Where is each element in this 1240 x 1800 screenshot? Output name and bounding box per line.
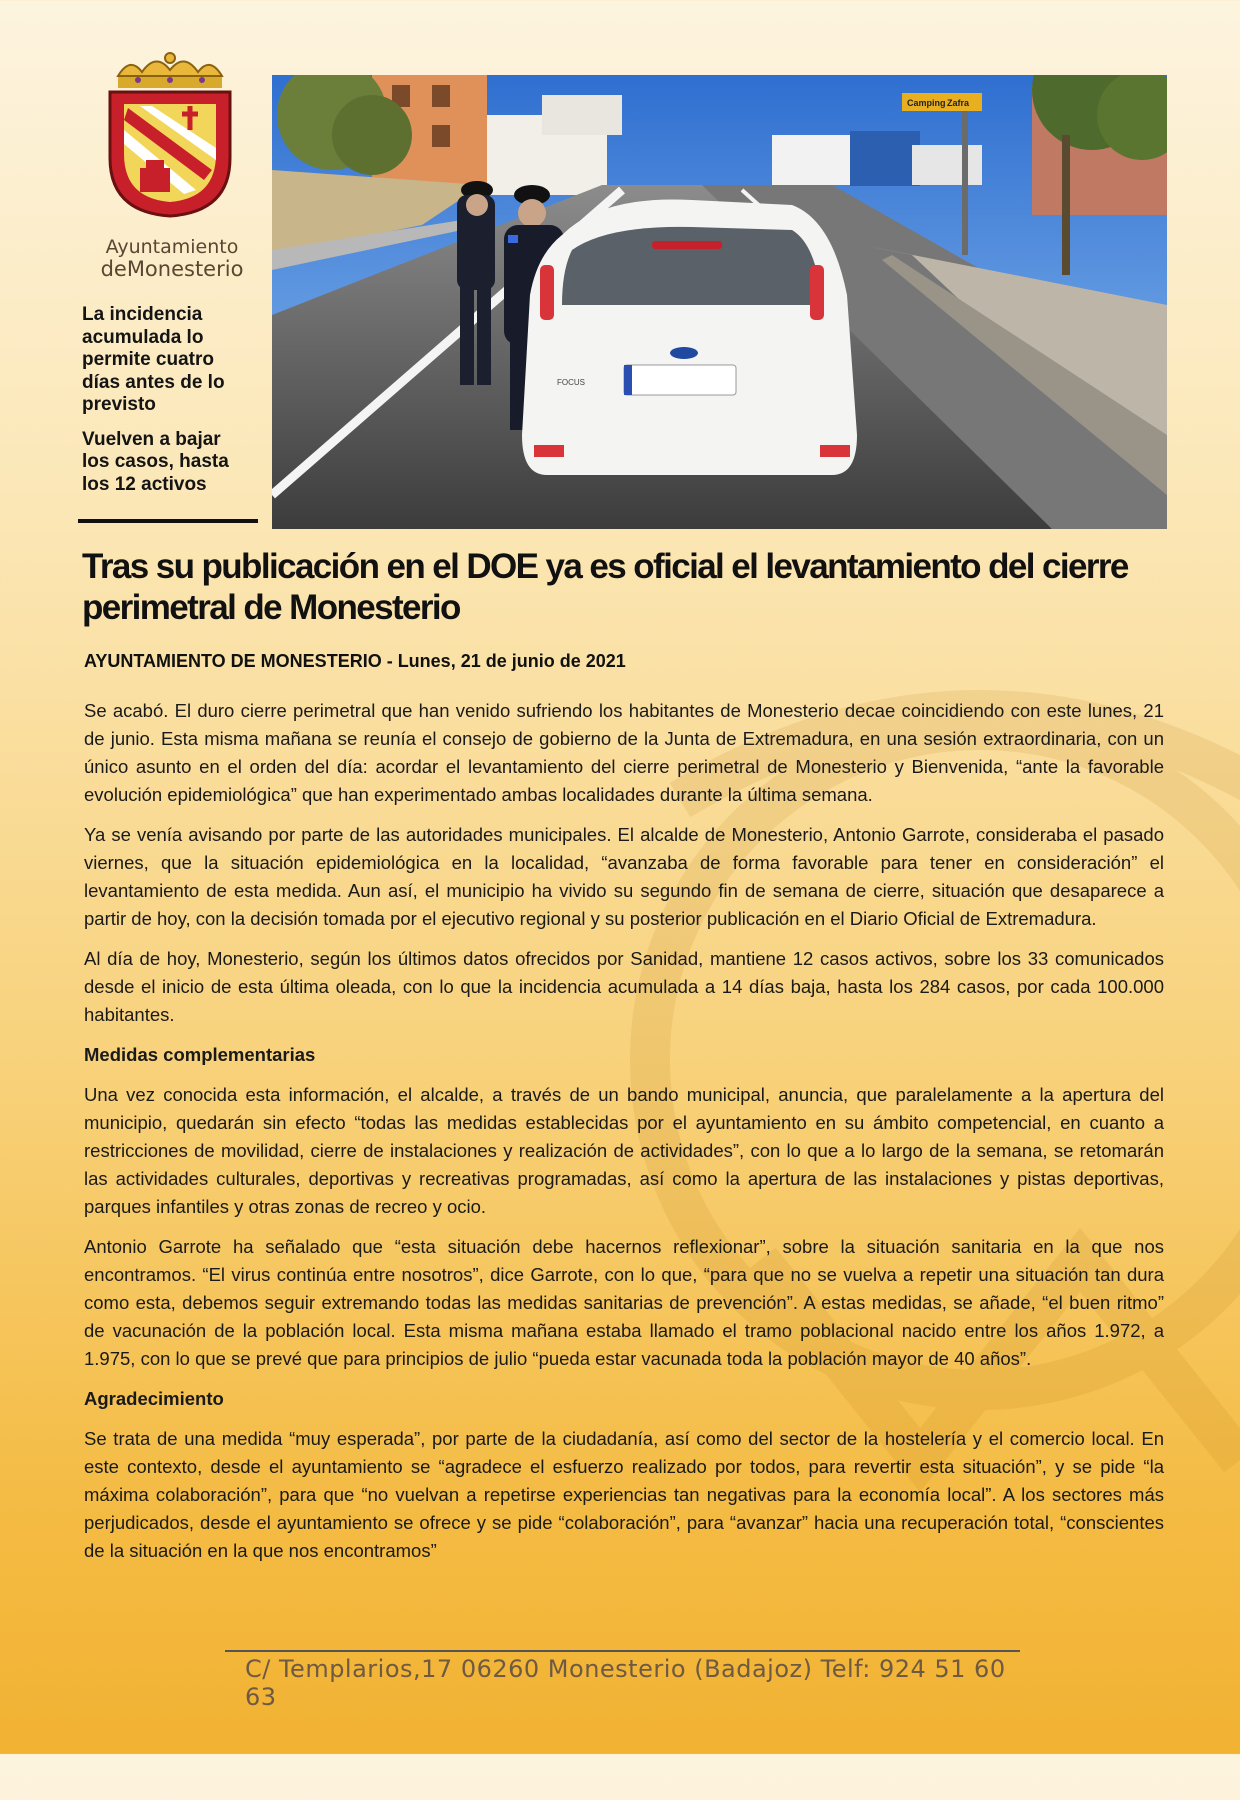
organization-name bbox=[92, 236, 252, 280]
sidebar-highlights bbox=[82, 304, 252, 508]
article-headline: Tras su publicación en el DOE ya es oficial el levantamiento del cierre perimetral de Monesterio bbox=[82, 547, 1128, 627]
article-byline: AYUNTAMIENTO DE MONESTERIO - Lunes, 21 de junio de 2021 bbox=[84, 651, 626, 671]
car-model-badge: FOCUS bbox=[557, 378, 585, 387]
article-paragraph: Se trata de una medida “muy esperada”, por parte de la ciudadanía, así como del sector de la hostelería y el comercio local. En este contexto, desde el ayuntamiento se “agradece el esfuerzo realizado por todos, para revertir esta situación”, y se pide “la máxima colaboración”, para que “no vuelvan a repetirse experiencias tan negativas para la economía local”. A los sectores más perjudicados, desde el ayuntamiento se ofrece y se pide “colaboración”, para “avanzar” hacia una recuperación total, “conscientes de la situación en la que nos encontramos” bbox=[84, 1428, 1164, 1561]
sidebar-highlight: Vuelven a bajar los casos, hasta los 12 activos bbox=[82, 428, 229, 495]
road-sign-text-1: Camping bbox=[907, 98, 946, 108]
road-sign-text-2: Zafra bbox=[947, 98, 970, 108]
article-body bbox=[84, 697, 1164, 1577]
coat-of-arms-logo bbox=[100, 50, 240, 220]
footer-divider bbox=[225, 1650, 1020, 1652]
organization-name-line2: deMonesterio bbox=[100, 257, 244, 281]
article-photo bbox=[272, 75, 1167, 529]
article-paragraph: Ya se venía avisando por parte de las autoridades municipales. El alcalde de Monesterio, Antonio Garrote, consideraba el pasado viernes, que la situación epidemiológica en la localidad, “avanzaba de forma favorable para tener en consideración” el levantamiento de esta medida. Aun así, el municipio ha vivido su segundo fin de semana de cierre, situación que desaparece a partir de hoy, con la decisión tomada por el ejecutivo regional y su posterior publicación en el Diario Oficial de Extremadura. bbox=[84, 824, 1164, 929]
article-paragraph: Al día de hoy, Monesterio, según los últimos datos ofrecidos por Sanidad, mantiene 12 casos activos, sobre los 33 comunicados desde el inicio de esta última oleada, con lo que la incidencia acumulada a 14 días baja, hasta los 284 casos, por cada 100.000 habitantes. bbox=[84, 948, 1164, 1025]
section-heading-medidas: Medidas complementarias bbox=[84, 1044, 316, 1065]
section-heading-agradecimiento: Agradecimiento bbox=[84, 1388, 224, 1409]
white-car bbox=[522, 199, 857, 475]
article-paragraph: Antonio Garrote ha señalado que “esta situación debe hacernos reflexionar”, sobre la situación sanitaria en la que nos encontramos. “El virus continúa entre nosotros”, dice Garrote, con lo que, “para que no se vuelva a repetir una situación tan dura como esta, debemos seguir extremando todas las medidas sanitarias de prevención”. A estas medidas, se añade, “el buen ritmo” de vacunación de la población local. Esta misma mañana estaba llamado el tramo poblacional nacido entre los años 1.972, a 1.975, con lo que se prevé que para principios de julio “pueda estar vacunada toda la población mayor de 40 años”. bbox=[84, 1236, 1164, 1369]
article-paragraph: Se acabó. El duro cierre perimetral que han venido sufriendo los habitantes de Monesterio decae coincidiendo con este lunes, 21 de junio. Esta misma mañana se reunía el consejo de gobierno de la Junta de Extremadura, en una sesión extraordinaria, con un único asunto en el orden del día: acordar el levantamiento del cierre perimetral de Monesterio y Bienvenida, “ante la favorable evolución epidemiológica” que han experimentado ambas localidades durante la última semana. bbox=[84, 700, 1164, 805]
organization-name-line1: Ayuntamiento bbox=[105, 236, 239, 258]
sidebar-divider bbox=[78, 519, 258, 523]
article-paragraph: Una vez conocida esta información, el alcalde, a través de un bando municipal, anuncia, que paralelamente a la apertura del municipio, quedarán sin efecto “todas las medidas establecidas por el ayuntamiento en su ámbito competencial, en cuanto a restricciones de movilidad, cierre de instalaciones y realización de actividades”, con lo que a lo largo de la semana, se retomarán las actividades culturales, deportivas y recreativas programadas, así como la apertura de las instalaciones y pistas deportivas, parques infantiles y otras zonas de recreo y ocio. bbox=[84, 1084, 1164, 1217]
sidebar-highlight: La incidencia acumulada lo permite cuatro días antes de lo previsto bbox=[82, 304, 225, 415]
footer-address: C/ Templarios,17 06260 Monesterio (Badajoz) Telf: 924 51 60 63 bbox=[245, 1655, 1006, 1711]
